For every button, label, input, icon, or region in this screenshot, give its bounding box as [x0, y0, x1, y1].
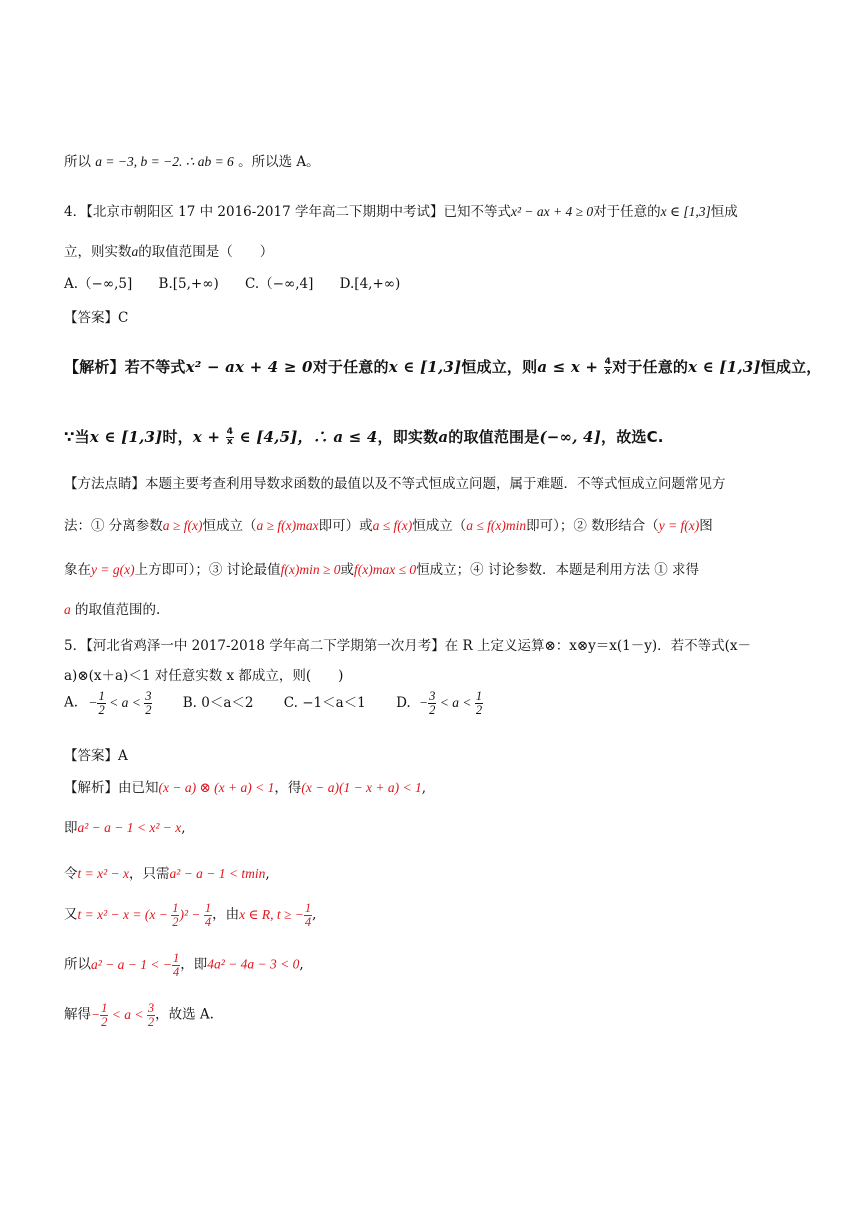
formula: a ≤ f(x) [372, 518, 413, 533]
numerator: 3 [147, 1001, 155, 1015]
text: 【解析】若不等式 [64, 358, 186, 376]
text: 立，则实数 [64, 244, 132, 260]
formula [91, 951, 180, 980]
formula: a ≥ f(x) [162, 518, 203, 533]
q5-stem-line1: 5．【河北省鸡泽一中 2017-2018 学年高二下学期第一次月考】在 R 上定义运算⊗：x⊗y＝x(1－y)．若不等式(x－ [64, 638, 752, 654]
method-line2 [64, 514, 713, 534]
formula [91, 1001, 155, 1030]
q4-source: 【北京市朝阳区 17 中 2016-2017 学年高二下期期中考试】 [86, 204, 444, 220]
text: , [299, 956, 304, 973]
text: 【解析】由已知 [64, 780, 159, 796]
text: 的取值范围的. [75, 602, 161, 618]
denominator: 4 [304, 915, 312, 930]
q5-analysis-2 [64, 816, 186, 836]
text: a² − a − 1 < − [91, 956, 172, 972]
text: ，故选C. [601, 428, 664, 446]
fraction [144, 690, 152, 717]
numerator: 1 [304, 901, 312, 915]
fraction [304, 902, 312, 929]
q4-analysis-line1 [64, 356, 822, 377]
numerator: 4 [226, 426, 234, 437]
formula: y = f(x) [658, 518, 700, 533]
fraction [428, 690, 436, 717]
method-line1: 【方法点睛】本题主要考查利用导数求函数的最值以及不等式恒成立问题，属于难题．不等式恒成立问题常见方 [64, 476, 726, 492]
formula: (x − a)(1 − x + a) < 1 [301, 780, 422, 795]
q5-answer: 【答案】A [64, 748, 128, 764]
q4-analysis-line2 [64, 426, 664, 447]
denominator: 4 [204, 915, 212, 930]
numerator: 1 [475, 689, 483, 703]
text: 恒成立；④ 讨论参数．本题是利用方法 ① 求得 [416, 562, 700, 578]
q4-options [64, 272, 422, 292]
numerator: 4 [604, 356, 612, 367]
text: 恒成立， [760, 358, 822, 376]
denominator: x [604, 367, 611, 377]
denominator: x [226, 437, 233, 447]
text: 恒成立（ [412, 518, 467, 534]
q5-analysis-4 [64, 902, 316, 929]
text: , [265, 866, 270, 882]
option-b: B. 0＜a＜2 [182, 694, 254, 711]
text: t = x² − x = (x − [77, 906, 172, 922]
text: ，即 [180, 956, 208, 973]
formula: x + [192, 428, 226, 446]
text: x ∈ R, t ≥ − [239, 906, 304, 922]
numerator: 3 [429, 689, 436, 703]
fraction [97, 690, 105, 717]
text: < a < [108, 1006, 147, 1022]
text: ，得 [274, 780, 302, 796]
denominator: 2 [429, 703, 436, 718]
numerator: 1 [101, 1001, 108, 1015]
text: ，故选 A. [155, 1006, 214, 1023]
text: 。所以选 A。 [238, 154, 320, 170]
text: 对于任意的 [312, 358, 389, 376]
text: , [312, 906, 317, 923]
formula: ∈ [4,5]，∴ a ≤ 4 [234, 428, 378, 446]
formula: a² − a − 1 < x² − x [77, 820, 182, 835]
text: 又 [64, 906, 78, 923]
text: 时， [162, 428, 193, 446]
q5-stem-line2: a)⊗(x＋a)＜1 对任意实数 x 都成立，则( ) [64, 668, 344, 684]
formula: a² − a − 1 < tmin [169, 866, 266, 881]
text: 法：① 分离参数 [64, 518, 163, 534]
option-c: C. −1＜a＜1 [283, 694, 366, 711]
text: 图 [699, 518, 713, 534]
formula: x ∈ [1,3] [688, 358, 761, 376]
q5-analysis-1 [64, 776, 426, 796]
numerator: 1 [204, 901, 212, 915]
fraction [204, 902, 212, 929]
text: < a < [109, 694, 141, 710]
formula: a ≤ f(x)min [466, 518, 527, 533]
text: 所以 [64, 956, 91, 973]
numerator: 1 [98, 689, 105, 703]
text: − [91, 1006, 101, 1022]
prev-conclusion [64, 150, 320, 170]
fraction [172, 952, 180, 979]
formula: a [438, 428, 449, 446]
denominator: 2 [98, 703, 105, 718]
denominator: 2 [172, 915, 179, 930]
text: 恒成 [710, 204, 738, 220]
formula: 4a² − 4a − 3 < 0 [207, 956, 300, 972]
denominator: 2 [147, 1015, 155, 1030]
text: , [421, 780, 427, 796]
text: 即可）或 [318, 518, 373, 534]
q4-stem-line2 [64, 240, 273, 260]
q5-analysis-6 [64, 1002, 214, 1029]
formula: x ∈ [1,3] [388, 358, 462, 376]
text: 即可）；② 数形结合（ [526, 518, 659, 534]
denominator: 4 [173, 965, 180, 980]
formula [77, 901, 213, 930]
option-a: − $\frac{1}{2}$ < a < $\frac{3}{2}$ [88, 689, 152, 718]
formula: f(x)max ≤ 0 [354, 562, 417, 577]
denominator: 2 [145, 703, 152, 718]
denominator: 2 [475, 703, 483, 718]
fraction [604, 358, 612, 378]
fraction [147, 1002, 155, 1029]
fraction [226, 428, 234, 448]
text: 对于任意的 [612, 358, 689, 376]
text: ，只需 [129, 866, 170, 882]
text: 令 [64, 866, 78, 882]
numerator: 1 [172, 901, 179, 915]
text: 所以 [64, 154, 91, 170]
option-a: A.（−∞,5] [64, 276, 133, 292]
text: 的取值范围是（ ） [138, 244, 274, 260]
text: 解得 [64, 1006, 91, 1023]
formula: x ∈ [1,3] [660, 204, 711, 219]
q5-analysis-3 [64, 862, 270, 882]
method-line3 [64, 558, 699, 578]
option-d: − $\frac{3}{2}$ < a < $\frac{1}{2}$ [419, 689, 483, 718]
formula: x² − ax + 4 ≥ 0 [510, 204, 594, 219]
method-line4 [64, 598, 160, 618]
text: < a < [439, 694, 472, 710]
q4-stem-line1 [64, 200, 738, 220]
q5-options [64, 690, 483, 717]
text: 或 [340, 562, 355, 578]
text: , [181, 820, 186, 836]
text: ∵当 [64, 428, 90, 446]
text: 即 [64, 820, 78, 836]
formula: a [64, 602, 71, 617]
text: 恒成立（ [202, 518, 257, 534]
text: 已知不等式 [443, 204, 511, 220]
q4-answer: 【答案】C [64, 310, 129, 326]
text: 对于任意的 [593, 204, 661, 220]
formula: a [131, 244, 139, 259]
formula: y = g(x) [91, 562, 135, 577]
option-d: D.[4,+∞) [339, 276, 401, 292]
formula: x² − ax + 4 ≥ 0 [185, 358, 313, 376]
formula: f(x)min ≥ 0 [280, 562, 341, 577]
option-c: C.（−∞,4] [245, 276, 314, 292]
formula: x ∈ [1,3] [89, 428, 163, 446]
option-a-label: A. [64, 694, 79, 711]
option-d-label: D. [396, 694, 411, 711]
text: ，由 [212, 906, 240, 923]
text: 的取值范围是 [448, 428, 540, 446]
fraction [475, 690, 483, 717]
q4-number: 4． [64, 204, 87, 220]
text: 象在 [64, 562, 91, 578]
formula: a ≤ x + [537, 358, 604, 376]
option-b: B.[5,+∞) [158, 276, 219, 292]
formula: (−∞, 4] [539, 428, 601, 446]
numerator: 1 [173, 951, 180, 965]
text: ，即实数 [377, 428, 439, 446]
formula [239, 901, 312, 930]
formula: t = x² − x [77, 866, 130, 881]
text: )² − [179, 906, 204, 922]
text: 恒成立，则 [461, 358, 538, 376]
numerator: 3 [145, 689, 152, 703]
q5-analysis-5 [64, 952, 304, 979]
formula: (x − a) ⊗ (x + a) < 1 [158, 780, 275, 795]
formula: a = −3, b = −2. ∴ ab = 6 [95, 154, 234, 169]
text: 上方即可）；③ 讨论最值 [134, 562, 281, 578]
denominator: 2 [101, 1015, 108, 1030]
formula: a ≥ f(x)max [256, 518, 319, 533]
